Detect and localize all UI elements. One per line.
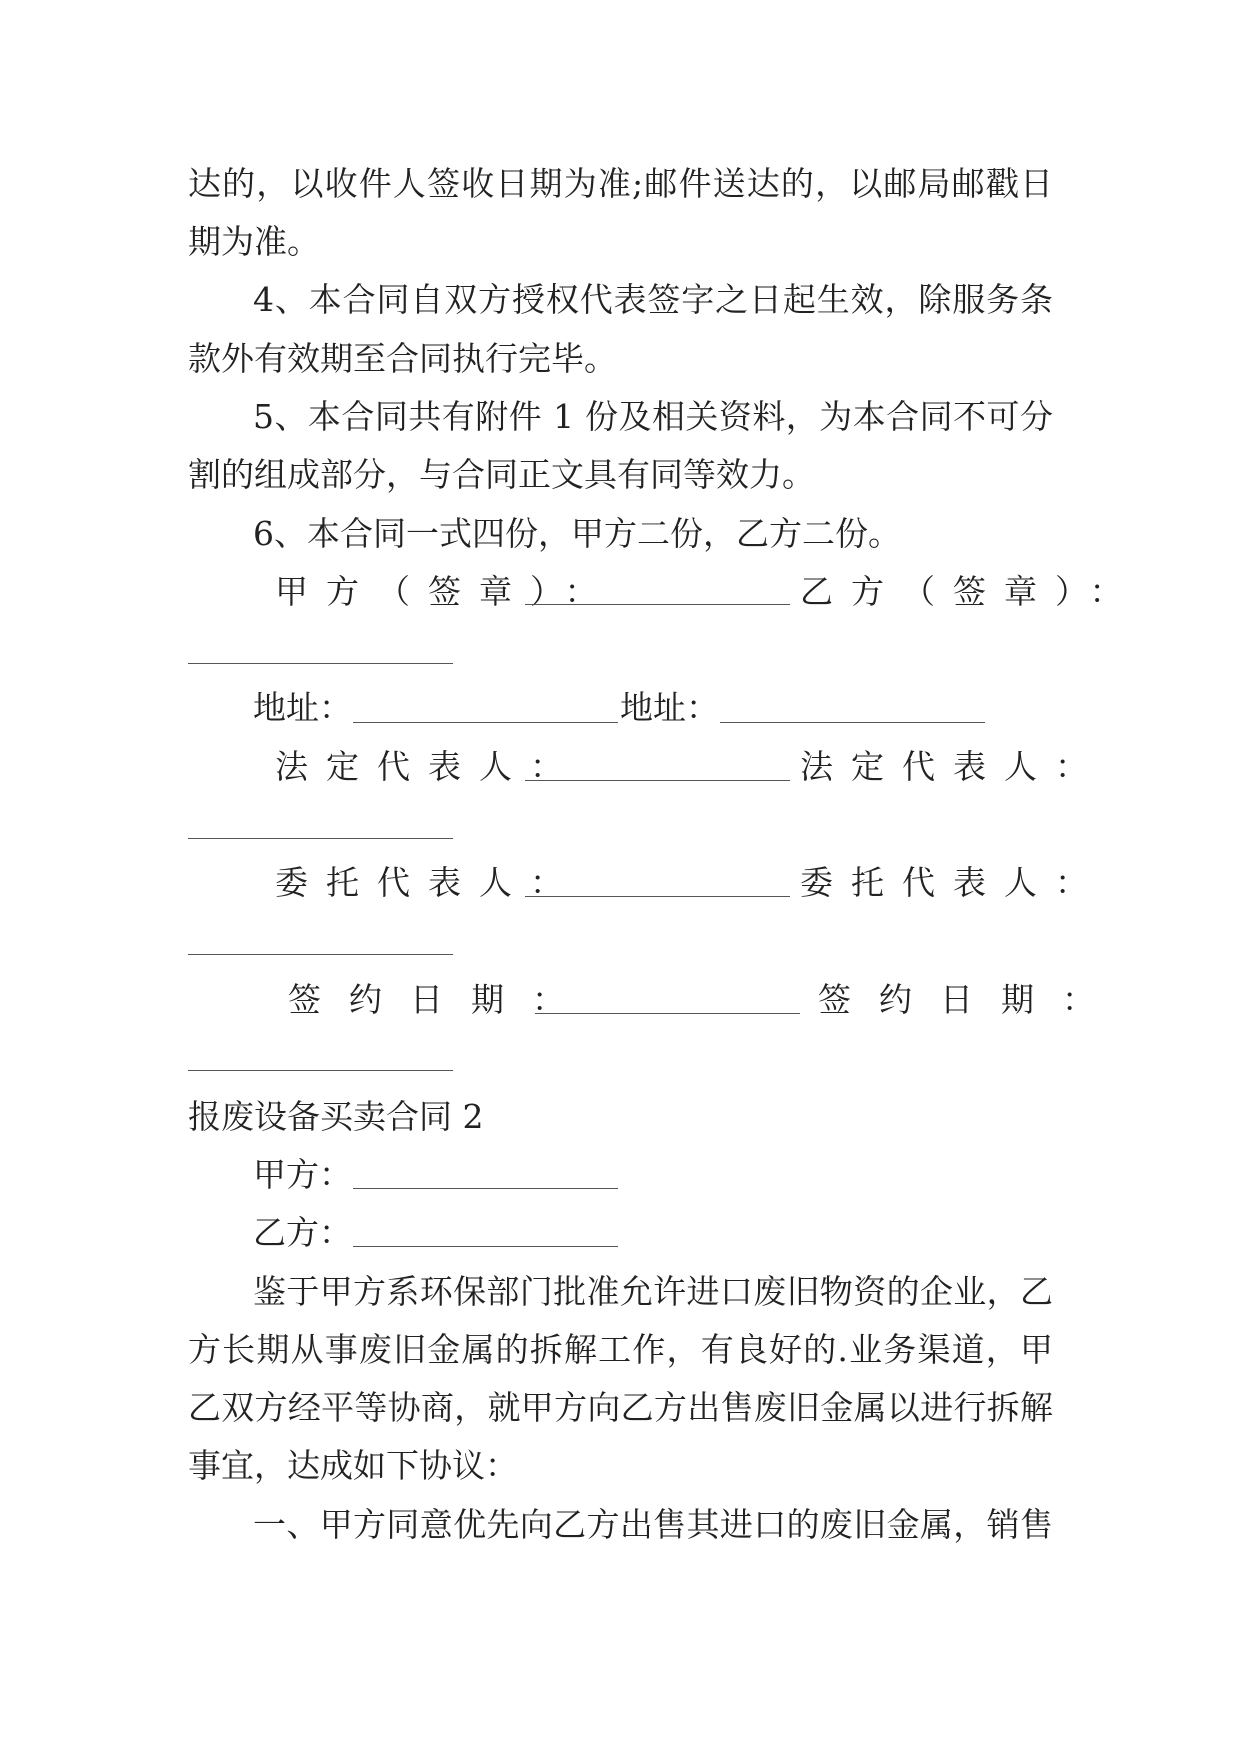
contract2-party-a-blank[interactable] <box>353 1188 618 1189</box>
party-b-seal-blank[interactable] <box>188 663 453 664</box>
agent-a-label: 委托代表人： <box>275 863 581 902</box>
clause-4-line: 款外有效期至合同执行完毕。 <box>188 339 617 378</box>
paragraph-line: 达的，以收件人签收日期为准;邮件送达的，以邮局邮戳日 <box>188 164 1053 203</box>
date-a-label: 签约日期： <box>288 980 593 1019</box>
contract2-party-b-blank[interactable] <box>353 1246 618 1247</box>
contract2-intro-line: 方长期从事废旧金属的拆解工作，有良好的.业务渠道，甲 <box>188 1330 1053 1369</box>
agent-a-blank[interactable] <box>525 896 790 897</box>
paragraph-line: 期为准。 <box>188 222 320 261</box>
agent-row <box>275 863 581 903</box>
signature-row-seal-b <box>800 572 1141 612</box>
legal-rep-row <box>275 747 581 787</box>
legal-rep-a-label: 法定代表人： <box>275 747 581 786</box>
party-b-seal-label: 乙方（签章）： <box>800 572 1141 611</box>
contract2-intro-line: 鉴于甲方系环保部门批准允许进口废旧物资的企业，乙 <box>253 1272 1053 1311</box>
date-row-b <box>818 980 1123 1020</box>
legal-rep-row-b <box>800 747 1106 787</box>
date-b-blank[interactable] <box>188 1070 453 1071</box>
contract2-party-a-label: 甲方： <box>253 1155 352 1194</box>
contract2-clause-1-line: 一、甲方同意优先向乙方出售其进口的废旧金属，销售 <box>253 1505 1053 1544</box>
party-a-seal-label: 甲方（签章）： <box>275 572 616 611</box>
contract2-intro-line: 乙双方经平等协商，就甲方向乙方出售废旧金属以进行拆解 <box>188 1388 1053 1427</box>
address-b-label: 地址： <box>620 688 719 727</box>
date-row <box>288 980 593 1020</box>
clause-4-line: 4、本合同自双方授权代表签字之日起生效，除服务条 <box>253 280 1053 319</box>
legal-rep-b-label: 法定代表人： <box>800 747 1106 786</box>
contract2-intro-line: 事宜，达成如下协议： <box>188 1446 518 1485</box>
date-a-blank[interactable] <box>535 1013 800 1014</box>
legal-rep-a-blank[interactable] <box>525 780 790 781</box>
clause-5-line: 割的组成部分，与合同正文具有同等效力。 <box>188 455 815 494</box>
address-b-blank[interactable] <box>720 722 985 723</box>
contract2-title: 报废设备买卖合同 2 <box>188 1097 484 1136</box>
party-a-seal-blank[interactable] <box>525 604 790 605</box>
signature-row-seal <box>275 572 616 612</box>
agent-b-label: 委托代表人： <box>800 863 1106 902</box>
clause-5-line: 5、本合同共有附件 1 份及相关资料，为本合同不可分 <box>253 397 1053 436</box>
address-a-label: 地址： <box>253 688 352 727</box>
address-a-blank[interactable] <box>353 722 618 723</box>
clause-6-line: 6、本合同一式四份，甲方二份，乙方二份。 <box>253 514 901 553</box>
legal-rep-b-blank[interactable] <box>188 838 453 839</box>
date-b-label: 签约日期： <box>818 980 1123 1019</box>
agent-b-blank[interactable] <box>188 954 453 955</box>
agent-row-b <box>800 863 1106 903</box>
contract2-party-b-label: 乙方： <box>253 1213 352 1252</box>
